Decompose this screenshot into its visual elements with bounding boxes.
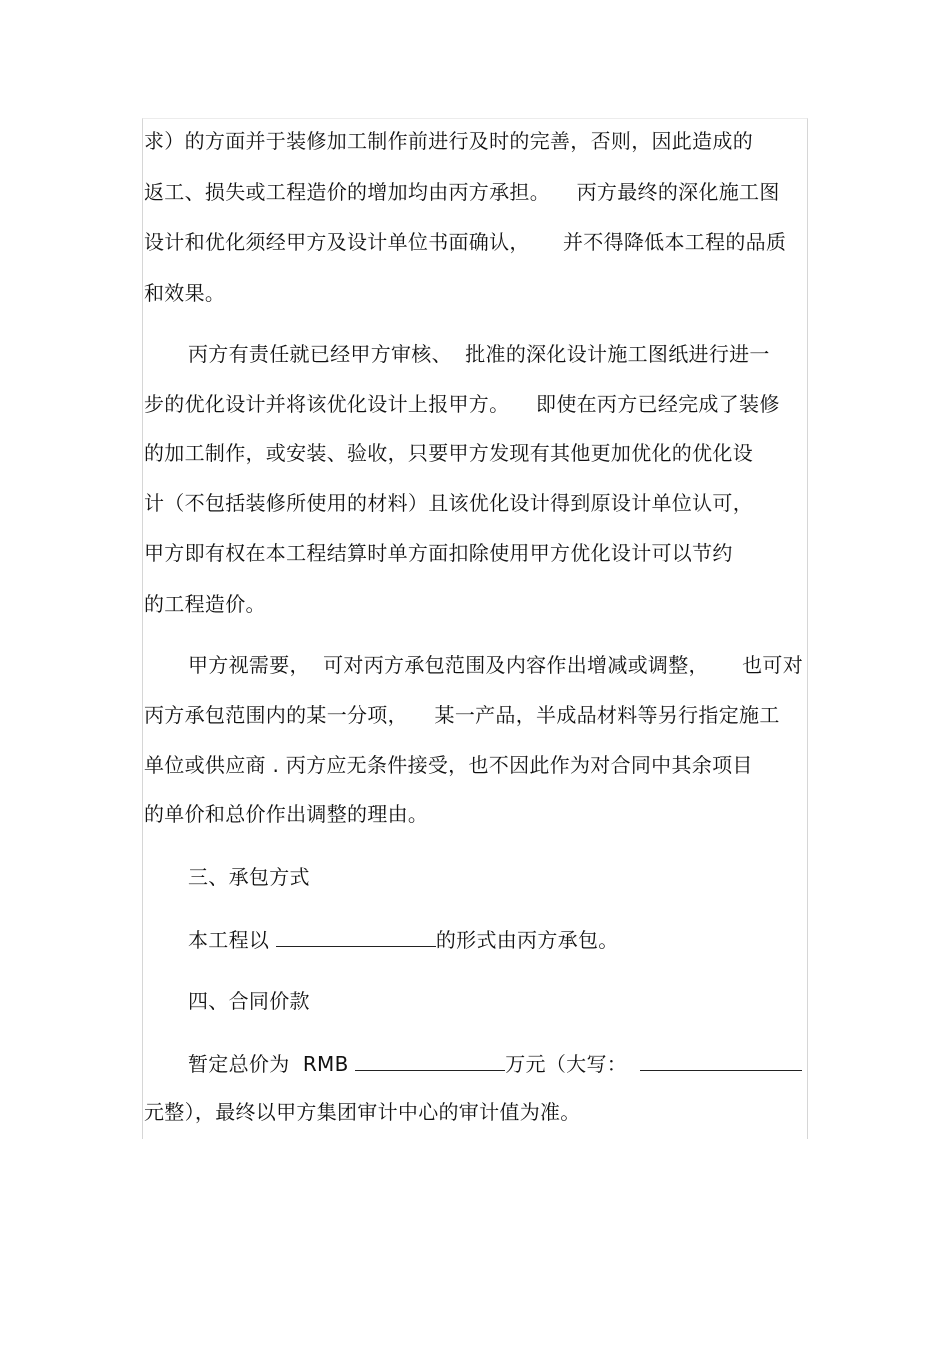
- price-line: [188, 1050, 802, 1077]
- paragraph-3-line-4: 的单价和总价作出调整的理由。: [144, 802, 429, 826]
- contract-mode-blank: [276, 926, 436, 947]
- paragraph-2-line-5: 甲方即有权在本工程结算时单方面扣除使用甲方优化设计可以节约: [144, 541, 733, 565]
- section-4-heading: 四、合同价款: [188, 989, 310, 1013]
- paragraph-1-line-4: 和效果。: [144, 281, 226, 305]
- paragraph-3-line-3: 单位或供应商 . 丙方应无条件接受，也不因此作为对合同中其余项目: [144, 753, 753, 777]
- price-amount-blank: [355, 1050, 505, 1071]
- paragraph-2-line-3: 的加工制作，或安装、验收，只要甲方发现有其他更加优化的优化设: [144, 441, 753, 465]
- paragraph-2-line-1: 丙方有责任就已经甲方审核、 批准的深化设计施工图纸进行进一: [188, 342, 770, 366]
- price-unit: 万元（大写：: [505, 1052, 641, 1076]
- contract-mode-line: [188, 926, 619, 953]
- paragraph-1-line-1: 求）的方面并于装修加工制作前进行及时的完善，否则，因此造成的: [144, 129, 753, 153]
- page-frame: [142, 118, 808, 1139]
- contract-mode-prefix: 本工程以: [188, 928, 276, 952]
- contract-mode-suffix: 的形式由丙方承包。: [435, 928, 619, 952]
- paragraph-2-line-6: 的工程造价。: [144, 592, 266, 616]
- price-line-end: 元整），最终以甲方集团审计中心的审计值为准。: [144, 1100, 581, 1124]
- paragraph-1-line-3: 设计和优化须经甲方及设计单位书面确认， 并不得降低本工程的品质: [144, 230, 787, 254]
- price-uppercase-blank: [640, 1050, 802, 1071]
- paragraph-1-line-2: 返工、损失或工程造价的增加均由丙方承担。 丙方最终的深化施工图: [144, 180, 780, 204]
- section-3-heading: 三、承包方式: [188, 865, 310, 889]
- paragraph-3-line-2: 丙方承包范围内的某一分项， 某一产品，半成品材料等另行指定施工: [144, 703, 780, 727]
- paragraph-2-line-4: 计（不包括装修所使用的材料）且该优化设计得到原设计单位认可，: [144, 491, 753, 515]
- paragraph-2-line-2: 步的优化设计并将该优化设计上报甲方。 即使在丙方已经完成了装修: [144, 392, 780, 416]
- price-prefix: 暂定总价为 RMB: [188, 1052, 356, 1076]
- paragraph-3-line-1: 甲方视需要， 可对丙方承包范围及内容作出增减或调整， 也可对: [188, 653, 804, 677]
